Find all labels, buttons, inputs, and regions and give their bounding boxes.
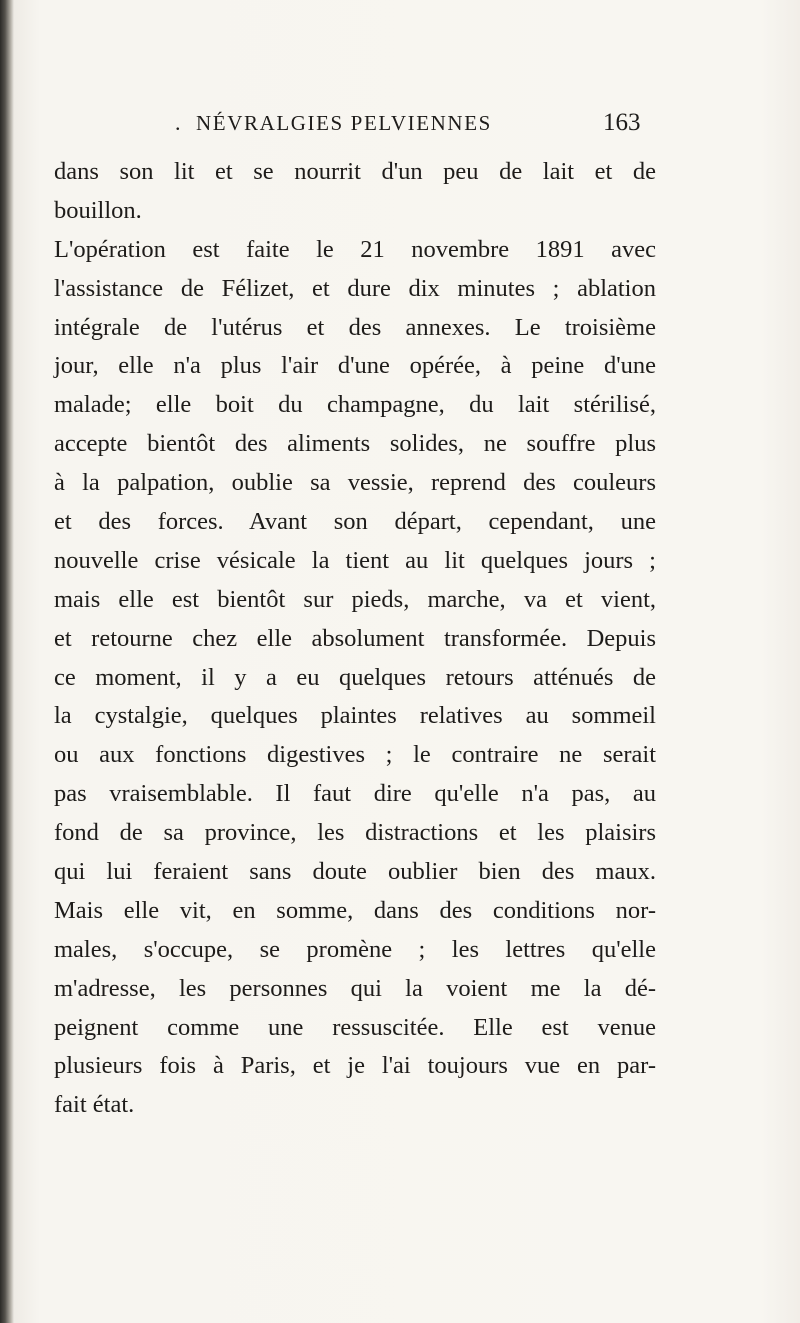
running-title: NÉVRALGIES PELVIENNES	[196, 111, 492, 135]
text-line: et retourne chez elle absolument transformée. Depuis	[54, 624, 656, 652]
text-line: fait état.	[54, 1091, 135, 1119]
text-line: bouillon.	[54, 196, 142, 224]
text-line: malade; elle boit du champagne, du lait stérilisé,	[54, 391, 656, 419]
text-line: L'opération est faite le 21 novembre 1891 avec	[54, 235, 656, 263]
text-line: peignent comme une ressuscitée. Elle est venue	[54, 1013, 656, 1041]
text-line: ou aux fonctions digestives ; le contraire ne serait	[54, 741, 656, 769]
text-line: dans son lit et se nourrit d'un peu de lait et de	[54, 158, 656, 185]
text-line: pas vraisemblable. Il faut dire qu'elle n'a pas, au	[54, 780, 656, 808]
text-line: plusieurs fois à Paris, et je l'ai toujours vue en par-	[54, 1052, 656, 1080]
text-line: et des forces. Avant son départ, cependant, une	[54, 508, 656, 536]
text-line: Mais elle vit, en somme, dans des conditions nor-	[54, 896, 656, 924]
text-line: intégrale de l'utérus et des annexes. Le troisième	[54, 313, 656, 341]
text-line: fond de sa province, les distractions et les plaisirs	[54, 819, 656, 847]
page-header	[0, 103, 800, 143]
text-line: ce moment, il y a eu quelques retours atténués de	[54, 663, 656, 691]
text-line: jour, elle n'a plus l'air d'une opérée, à peine d'une	[54, 352, 656, 380]
page-number: 163	[603, 109, 641, 136]
text-line: à la palpation, oublie sa vessie, reprend des couleurs	[54, 469, 656, 497]
text-line: la cystalgie, quelques plaintes relatives au sommeil	[54, 702, 656, 730]
body-text	[54, 153, 656, 1125]
text-line: l'assistance de Félizet, et dure dix minutes ; ablation	[54, 274, 656, 302]
text-line: males, s'occupe, se promène ; les lettres qu'elle	[54, 935, 656, 963]
header-bullet: .	[175, 110, 181, 135]
text-line: mais elle est bientôt sur pieds, marche, va et vient,	[54, 585, 656, 613]
text-line: nouvelle crise vésicale la tient au lit quelques jours ;	[54, 546, 656, 574]
book-binding-edge	[0, 0, 14, 1323]
text-line: qui lui feraient sans doute oublier bien des maux.	[54, 858, 656, 886]
text-line: m'adresse, les personnes qui la voient me la dé-	[54, 974, 656, 1002]
text-line: accepte bientôt des aliments solides, ne souffre plus	[54, 430, 656, 458]
